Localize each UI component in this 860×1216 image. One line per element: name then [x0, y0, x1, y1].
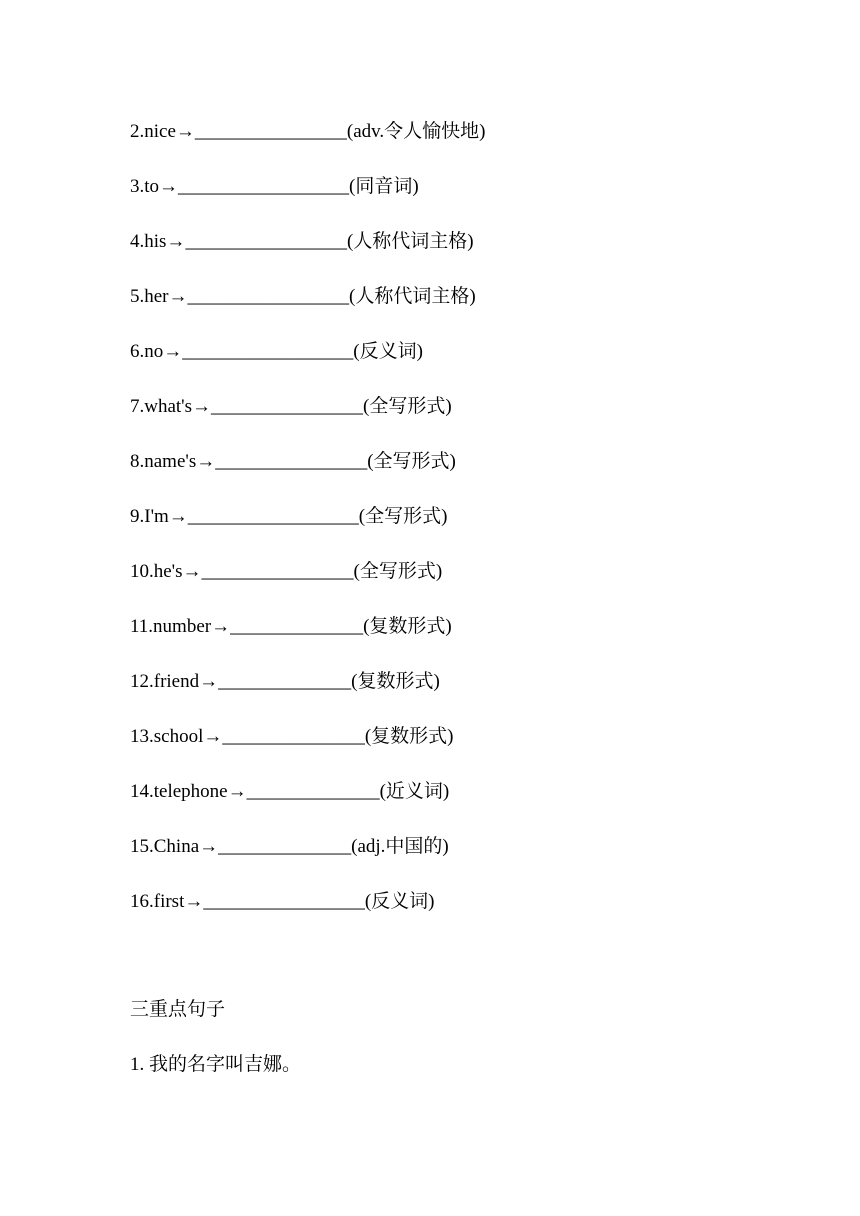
exercise-prompt: 10.he's→: [130, 561, 202, 582]
exercise-prompt: 12.friend→: [130, 671, 219, 692]
exercise-hint: (复数形式): [351, 671, 440, 692]
answer-blank[interactable]: __________________: [187, 506, 359, 527]
exercise-prompt: 2.nice→: [130, 121, 195, 142]
exercise-prompt: 13.school→: [130, 726, 223, 747]
exercise-prompt: 11.number→: [130, 616, 231, 637]
exercise-prompt: 4.his→: [130, 231, 186, 252]
exercise-hint: (复数形式): [364, 726, 454, 747]
exercise-item: [130, 558, 486, 613]
exercise-item: [130, 228, 486, 283]
exercise-hint: (adv.令人愉快地): [346, 121, 486, 142]
answer-blank[interactable]: ________________: [215, 451, 368, 472]
exercise-hint: (全写形式): [367, 451, 456, 472]
exercise-item: [130, 888, 486, 943]
exercise-hint: (人称代词主格): [349, 286, 476, 307]
exercise-hint: (adj.中国的): [351, 836, 449, 857]
answer-blank[interactable]: _________________: [187, 286, 350, 307]
answer-blank[interactable]: ______________: [218, 836, 352, 857]
exercise-hint: (反义词): [353, 341, 423, 362]
exercise-hint: (人称代词主格): [346, 231, 474, 252]
exercise-hint: (复数形式): [363, 616, 452, 637]
exercise-hint: (同音词): [349, 176, 419, 197]
exercise-item: [130, 338, 486, 393]
answer-blank[interactable]: _______________: [222, 726, 365, 747]
exercise-item: [130, 723, 486, 778]
exercise-item: [130, 833, 486, 888]
exercise-hint: (全写形式): [353, 561, 443, 582]
exercise-prompt: 6.no→: [130, 341, 183, 362]
exercise-prompt: 5.her→: [130, 286, 188, 307]
answer-blank[interactable]: ________________: [211, 396, 364, 417]
exercise-item: [130, 778, 486, 833]
exercise-item: [130, 448, 486, 503]
answer-blank[interactable]: __________________: [178, 176, 350, 197]
exercise-item: [130, 393, 486, 448]
answer-blank[interactable]: _________________: [185, 231, 347, 252]
answer-blank[interactable]: ________________: [201, 561, 354, 582]
answer-blank[interactable]: ______________: [246, 781, 380, 802]
exercise-item: [130, 283, 486, 338]
exercise-prompt: 7.what's→: [130, 396, 212, 417]
answer-blank[interactable]: ______________: [218, 671, 352, 692]
answer-blank[interactable]: __________________: [182, 341, 354, 362]
exercise-item: [130, 503, 486, 558]
answer-blank[interactable]: _________________: [203, 891, 365, 912]
exercise-item: [130, 668, 486, 723]
exercise-item: [130, 613, 486, 668]
exercise-prompt: 8.name's→: [130, 451, 216, 472]
answer-blank[interactable]: ______________: [230, 616, 364, 637]
vocabulary-exercise-list: [130, 118, 486, 943]
section-heading: 三重点句子: [130, 999, 226, 1020]
exercise-hint: (近义词): [379, 781, 450, 802]
exercise-prompt: 16.first→: [130, 891, 204, 912]
exercise-hint: (全写形式): [363, 396, 452, 417]
exercise-item: [130, 173, 486, 228]
exercise-prompt: 3.to→: [130, 176, 179, 197]
exercise-hint: (全写形式): [358, 506, 448, 527]
exercise-prompt: 14.telephone→: [130, 781, 247, 802]
exercise-prompt: 15.China→: [130, 836, 219, 857]
sentence-item: 1. 我的名字叫吉娜。: [130, 1054, 302, 1075]
answer-blank[interactable]: ________________: [194, 121, 347, 142]
exercise-hint: (反义词): [364, 891, 435, 912]
exercise-item: [130, 118, 486, 173]
exercise-prompt: 9.I'm→: [130, 506, 188, 527]
